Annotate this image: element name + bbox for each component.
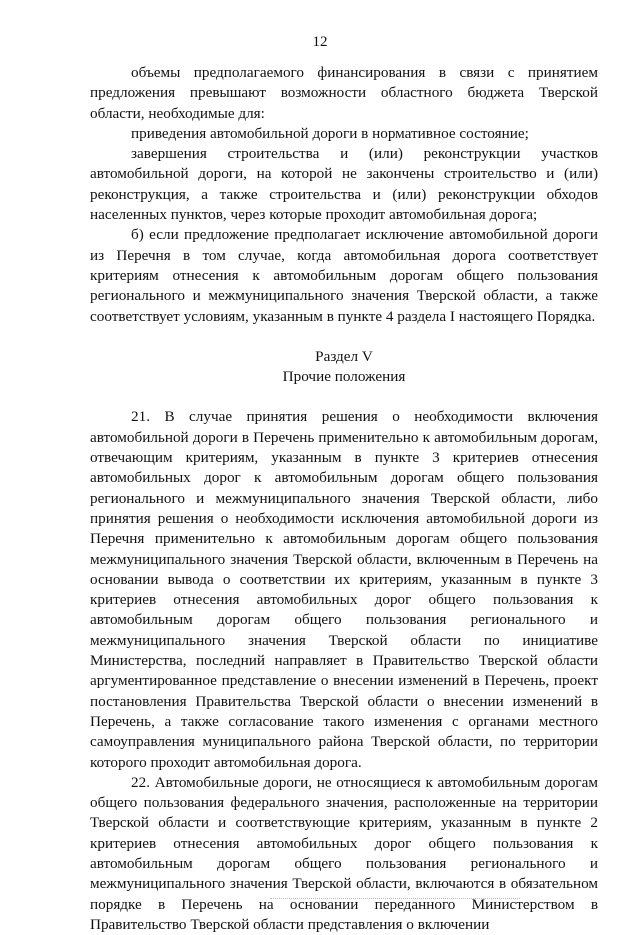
paragraph-normative-state: приведения автомобильной дороги в нормативное состояние; (131, 124, 529, 142)
footer-divider (270, 898, 520, 900)
paragraph-22: 22. Автомобильные дороги, не относящиеся к автомобильным дорогам общего пользования федерального значения, расположенные на территории Тверской области и соответствующие критериям, указанным в пункте 2 критериев отнесения автомобильных дорог общего пользования к автомобильным дорогам общего пользования регионального и межмуниципального значения Тверской области, включаются в обязательном порядке в Перечень на основании переданного Министерством в Правительство Тверской области представления о включении (90, 773, 598, 933)
paragraph-funding: объемы предполагаемого финансирования в связи с принятием предложения превышают возможности областного бюджета Тверской области, необходимые для: (90, 64, 598, 122)
section-title: Раздел V (315, 347, 373, 365)
paragraph-21: 21. В случае принятия решения о необходимости включения автомобильной дороги в Перечень применительно к автомобильным дорогам, отвечающим критериям, указанным в пункте 3 критериев отнесения автомобильных дорог к автомобильным дорогам общего пользования регионального и межмуниципального значения Тверской области, либо принятия решения о необходимости исключения автомобильной дороги из Перечня применительно к автомобильным дорогам общего пользования межмуниципального значения Тверской области, включенным в Перечень на основании вывода о соответствии их критериям, указанным в пункте 3 критериев отнесения автомобильных дорог общего пользования к автомобильным дорогам общего пользования регионального и межмуниципального значения Тверской области по инициативе Министерства, последний направляет в Правительство Тверской области аргументированное представление о внесении изменений в Перечень, проект постановления Правительства Тверской области о внесении изменений в Перечень, а также согласование такого изменения с органами местного самоуправления муниципального района Тверской области, по территории которого проходит автомобильная дорога. (90, 408, 598, 771)
page-number: 12 (312, 34, 328, 50)
section-subtitle: Прочие положения (282, 368, 406, 386)
paragraph-construction: завершения строительства и (или) реконструкции участков автомобильной дороги, на которой не закончены строительство и (или) реконструкция, а также строительства и (или) реконструкции обходов населенных пунктов, через которые проходит автомобильная дорога; (90, 145, 598, 224)
section-heading (90, 347, 598, 388)
document-body (90, 63, 598, 935)
paragraph-exclusion: б) если предложение предполагает исключение автомобильной дороги из Перечня в том случае, когда автомобильная дорога соответствует критериям отнесения к автомобильным дорогам общего пользования регионального и межмуниципального значения Тверской области, а также соответствует условиям, указанным в пункте 4 раздела I настоящего Порядка. (90, 226, 598, 325)
